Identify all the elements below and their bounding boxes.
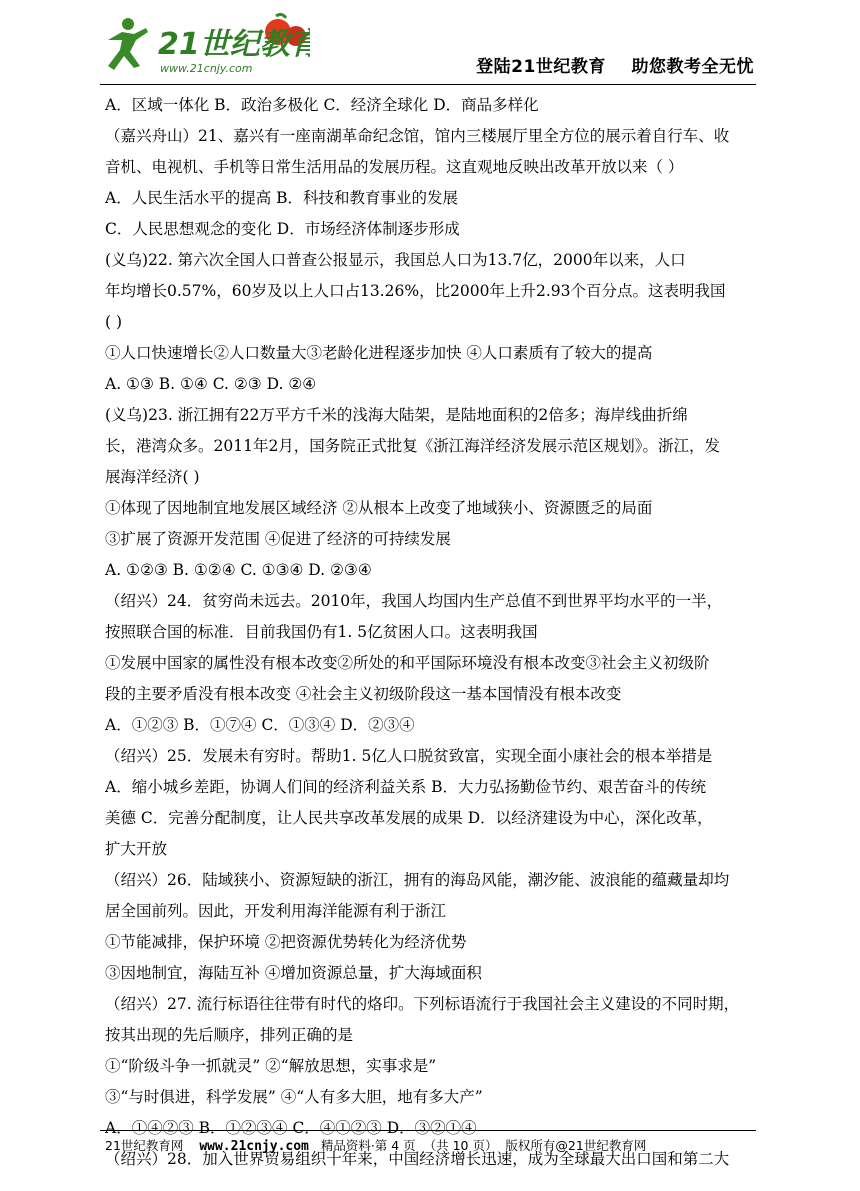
text-line: （绍兴）28．加入世界贸易组织十年来，中国经济增长迅速，成为全球最大出口国和第二大	[105, 1150, 730, 1168]
text-line: 段的主要矛盾没有根本改变 ④社会主义初级阶段这一基本国情没有根本改变	[105, 685, 622, 703]
header-divider	[100, 84, 756, 85]
text-line: 居全国前列。因此，开发利用海洋能源有利于浙江	[105, 902, 447, 920]
document-body	[105, 90, 755, 1175]
text-line: ①“阶级斗争一抓就灵” ②“解放思想，实事求是”	[105, 1057, 437, 1075]
text-line: ①人口快速增长②人口数量大③老龄化进程逐步加快 ④人口素质有了较大的提高	[105, 344, 653, 362]
text-line: （绍兴）26．陆域狭小、资源短缺的浙江，拥有的海岛风能，潮汐能、波浪能的蕴藏量却均	[105, 871, 730, 889]
text-line: 扩大开放	[105, 840, 168, 858]
text-line: A. ①②③ B. ①②④ C. ①③④ D. ②③④	[105, 561, 372, 579]
text-line: ①发展中国家的属性没有根本改变②所处的和平国际环境没有根本改变③社会主义初级阶	[105, 654, 710, 672]
text-line: A．缩小城乡差距，协调人们间的经济利益关系 B．大力弘扬勤俭节约、艰苦奋斗的传统	[105, 778, 707, 796]
footer-site-name: 21世纪教育网	[105, 1138, 184, 1153]
text-line: 音机、电视机、手机等日常生活用品的发展历程。这直观地反映出改革开放以来（ ）	[105, 158, 684, 176]
text-line: 年均增长0.57%，60岁及以上人口占13.26%，比2000年上升2.93个百分点。这表明我国	[105, 282, 726, 300]
text-line: （绍兴）25．发展未有穷时。帮助1. 5亿人口脱贫致富，实现全面小康社会的根本举措是	[105, 747, 713, 765]
text-line: 美德 C．完善分配制度，让人民共享改革发展的成果 D．以经济建设为中心，深化改革，	[105, 809, 713, 827]
running-figure-icon	[108, 18, 148, 70]
text-line: A．人民生活水平的提高 B．科技和教育事业的发展	[105, 189, 459, 207]
svg-text:21世纪教育: 21世纪教育	[158, 27, 310, 62]
text-line: A．①④②③ B．①②③④ C．④①②③ D．③②①④	[105, 1119, 477, 1137]
text-line: 按照联合国的标准．目前我国仍有1. 5亿贫困人口。这表明我国	[105, 623, 538, 641]
logo-graphic	[100, 10, 310, 80]
text-line: 长，港湾众多。2011年2月，国务院正式批复《浙江海洋经济发展示范区规划》。浙江，发	[105, 437, 721, 455]
footer-url[interactable]: www.21cnjy.com	[199, 1139, 309, 1154]
text-line: (义乌)22. 第六次全国人口普查公报显示，我国总人口为13.7亿，2000年以来，人口	[105, 251, 686, 269]
page-footer	[105, 1136, 646, 1154]
header-slogan: 登陆21世纪教育 助您教考全无忧	[476, 57, 754, 77]
footer-divider	[100, 1130, 756, 1131]
text-line: (义乌)23. 浙江拥有22万平方千米的浅海大陆架，是陆地面积的2倍多；海岸线曲折绵	[105, 406, 688, 424]
text-line: ①节能减排，保护环境 ②把资源优势转化为经济优势	[105, 933, 467, 951]
text-line: （嘉兴舟山）21、嘉兴有一座南湖革命纪念馆，馆内三楼展厅里全方位的展示着自行车、收	[105, 127, 730, 145]
text-line: A. ①③ B. ①④ C. ②③ D. ②④	[105, 375, 317, 393]
text-line: ③“与时俱进，科学发展” ④“人有多大胆，地有多大产”	[105, 1088, 483, 1106]
footer-page-info: 精品资料·第 4 页 （共 10 页） 版权所有@21世纪教育网	[320, 1138, 647, 1153]
text-line: 展海洋经济( )	[105, 468, 200, 486]
page-header	[0, 0, 860, 86]
svg-text:www.21cnjy.com: www.21cnjy.com	[160, 62, 253, 75]
text-line: C．人民思想观念的变化 D．市场经济体制逐步形成	[105, 220, 460, 238]
text-line: ③因地制宜，海陆互补 ④增加资源总量，扩大海域面积	[105, 964, 482, 982]
text-line: （绍兴）24．贫穷尚未远去。2010年，我国人均国内生产总值不到世界平均水平的一半，	[105, 592, 723, 610]
text-line: A．①②③ B．①⑦④ C．①③④ D．②③④	[105, 716, 415, 734]
text-line: ( )	[105, 313, 123, 331]
text-line: A．区域一体化 B．政治多极化 C．经济全球化 D．商品多样化	[105, 96, 539, 114]
text-line: 按其出现的先后顺序，排列正确的是	[105, 1026, 354, 1044]
text-line: （绍兴）27. 流行标语往往带有时代的烙印。下列标语流行于我国社会主义建设的不同时期，	[105, 995, 740, 1013]
text-line: ①体现了因地制宜地发展区域经济 ②从根本上改变了地域狭小、资源匮乏的局面	[105, 499, 653, 517]
text-line: ③扩展了资源开发范围 ④促进了经济的可持续发展	[105, 530, 451, 548]
site-logo	[100, 10, 310, 80]
